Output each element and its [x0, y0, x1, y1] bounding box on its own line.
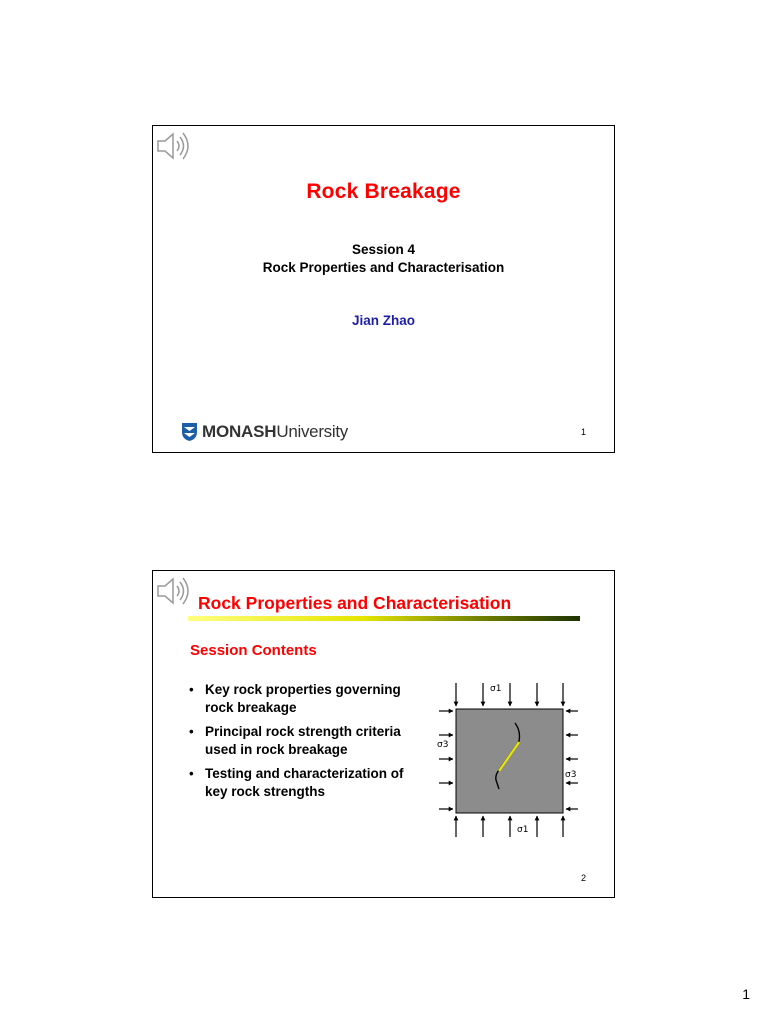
title-underline: [188, 616, 580, 621]
list-item: • Testing and characterization of key rock strengths: [189, 765, 419, 800]
rock-specimen: [456, 709, 563, 813]
slide-1: [152, 125, 615, 453]
list-item: • Principal rock strength criteria used in rock breakage: [189, 723, 419, 758]
sigma1-top-label: σ1: [490, 684, 502, 694]
slide-2: [152, 570, 615, 898]
session-topic: Rock Properties and Characterisation: [262, 260, 505, 275]
slide-page-number: 1: [580, 427, 586, 437]
sigma3-right-label: σ3: [565, 770, 577, 780]
section-heading: Session Contents: [190, 642, 317, 659]
crest-icon: [181, 422, 198, 442]
session-number: Session 4: [351, 242, 416, 257]
monash-logo: [181, 421, 348, 443]
slide-title: Rock Breakage: [306, 180, 461, 203]
author-name: Jian Zhao: [351, 313, 415, 328]
logo-text-university: University: [276, 422, 348, 441]
sigma1-bottom-label: σ1: [517, 825, 529, 835]
bullet-list: [189, 681, 419, 807]
speaker-icon[interactable]: [156, 576, 192, 606]
slide-page-number: 2: [580, 873, 586, 883]
page-number: 1: [742, 986, 750, 1002]
speaker-icon[interactable]: [156, 131, 192, 161]
logo-text-monash: MONASH: [202, 422, 277, 441]
session-info: [153, 241, 614, 277]
list-item: • Key rock properties governing rock breakage: [189, 681, 419, 716]
sigma3-left-label: σ3: [437, 740, 449, 750]
slide-title: Rock Properties and Characterisation: [198, 593, 512, 613]
stress-diagram: [429, 675, 579, 845]
